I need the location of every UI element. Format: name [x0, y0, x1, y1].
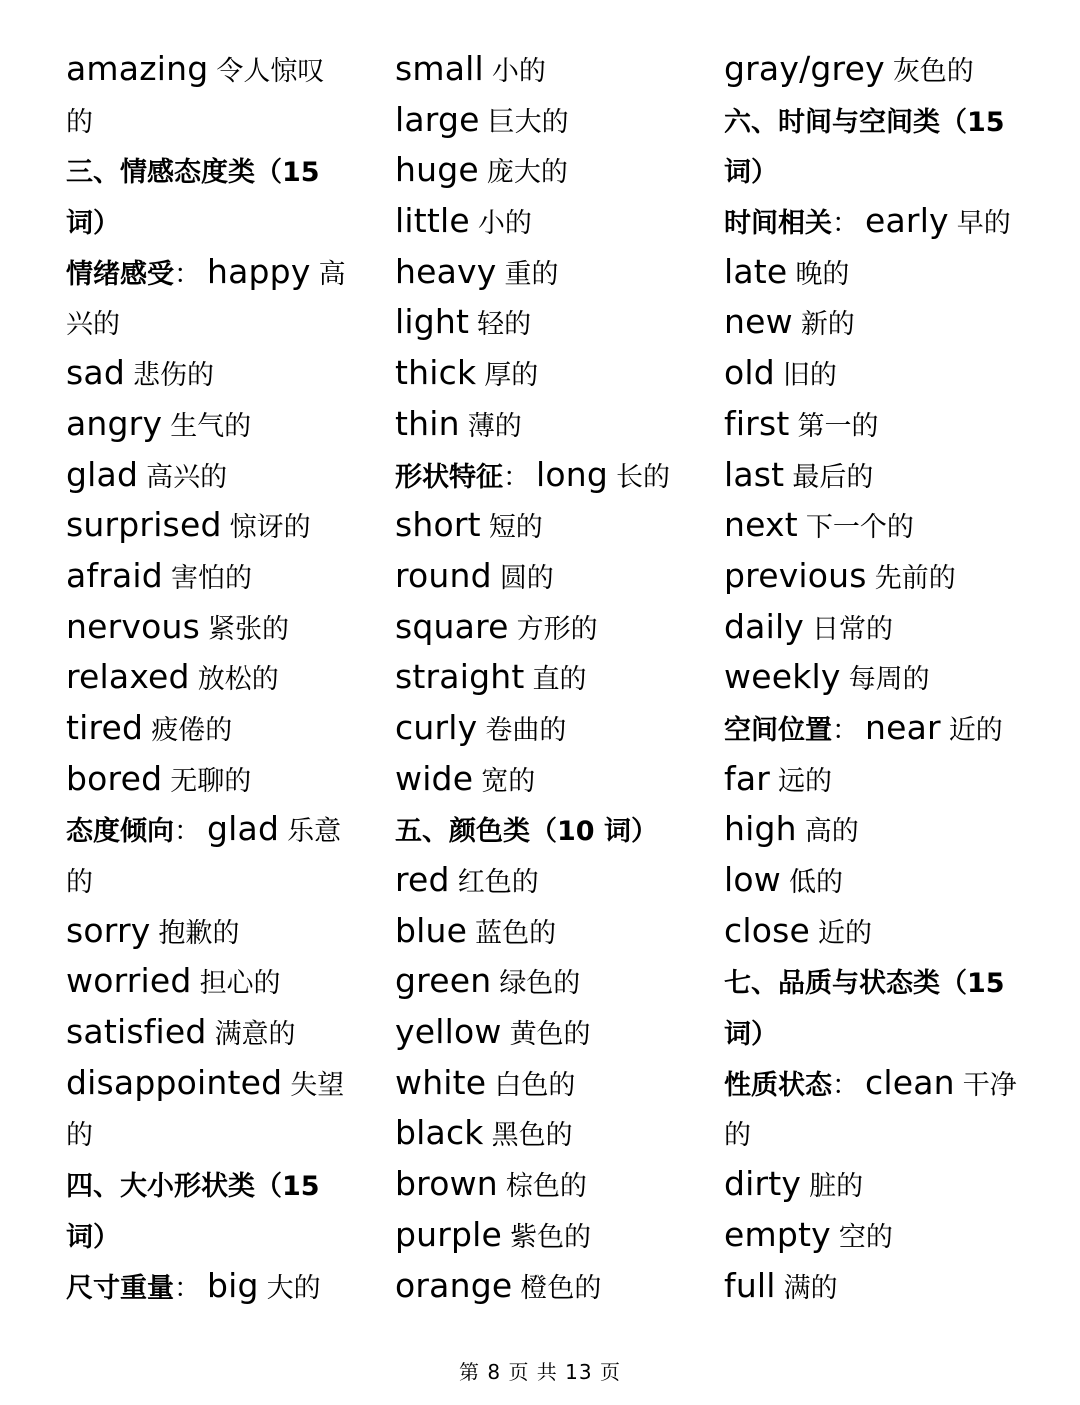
vocab-word: small [395, 49, 484, 88]
vocab-entry [724, 1159, 1024, 1210]
vocab-entry [66, 247, 366, 298]
vocab-continuation [66, 1108, 366, 1159]
vocab-word: large [395, 99, 480, 139]
subcategory-label: 性质状态 [724, 1069, 832, 1101]
vocab-meaning: 生气的 [170, 410, 252, 442]
vocab-meaning: 小的 [477, 208, 532, 240]
vocab-entry [724, 1261, 1024, 1312]
column-2 [395, 44, 695, 1311]
vocab-word: big [207, 1265, 259, 1305]
vocab-meaning: 小的 [491, 56, 546, 87]
vocab-word: sorry [66, 910, 151, 950]
vocab-word: new [724, 302, 793, 342]
vocab-word: disappointed [66, 1062, 283, 1102]
vocab-entry [395, 855, 695, 906]
subcategory-colon: ： [174, 258, 201, 290]
vocab-meaning: 的 [66, 867, 93, 898]
vocab-word: nervous [66, 606, 201, 646]
vocab-meaning: 无聊的 [170, 765, 252, 797]
vocab-word: relaxed [66, 657, 190, 697]
vocab-entry [724, 297, 1024, 348]
vocab-entry [66, 44, 366, 95]
vocab-meaning: 日常的 [812, 613, 894, 645]
vocab-entry [724, 602, 1024, 653]
vocab-entry [66, 500, 366, 551]
vocab-word: bored [66, 758, 163, 798]
vocab-word: glad [207, 809, 280, 849]
vocab-meaning: 每周的 [848, 664, 930, 696]
vocab-word: long [536, 454, 609, 494]
vocab-entry [724, 703, 1024, 754]
section-heading-text: 六、时间与空间类（15 [724, 106, 1005, 138]
section-heading [724, 145, 1024, 196]
vocab-meaning: 近的 [948, 714, 1003, 746]
vocab-word: happy [207, 251, 311, 291]
vocab-meaning: 圆的 [499, 562, 554, 594]
vocab-meaning: 方形的 [516, 613, 598, 645]
vocab-meaning: 的 [66, 106, 93, 138]
vocab-entry [395, 652, 695, 703]
vocab-entry [395, 551, 695, 602]
vocab-meaning: 低的 [788, 867, 843, 898]
vocab-word: high [724, 809, 797, 849]
vocab-entry [724, 1058, 1024, 1109]
section-heading-text: 五、颜色类（10 词） [395, 816, 658, 848]
vocab-word: old [724, 353, 775, 393]
vocab-entry [724, 804, 1024, 855]
vocab-meaning: 第一的 [797, 410, 879, 442]
vocab-meaning: 高兴的 [146, 461, 228, 493]
vocab-continuation [724, 1108, 1024, 1159]
subcategory-colon: ： [503, 461, 530, 493]
vocab-word: previous [724, 555, 867, 595]
vocab-entry [724, 247, 1024, 298]
vocab-meaning: 惊讶的 [229, 512, 311, 544]
vocab-meaning: 灰色的 [892, 56, 974, 87]
subcategory-label: 情绪感受 [66, 258, 174, 290]
vocab-word: angry [66, 403, 163, 443]
vocab-meaning: 蓝色的 [475, 917, 557, 949]
vocab-meaning: 旧的 [782, 360, 837, 392]
vocab-entry [395, 703, 695, 754]
vocab-word: little [395, 201, 470, 241]
vocab-meaning: 短的 [488, 512, 543, 544]
section-heading-text: 词） [66, 208, 120, 240]
vocab-meaning: 棕色的 [505, 1171, 587, 1203]
vocab-entry [724, 855, 1024, 906]
vocab-meaning: 大的 [266, 1272, 321, 1304]
vocab-meaning: 薄的 [467, 410, 522, 442]
vocab-entry [724, 348, 1024, 399]
section-heading [724, 1007, 1024, 1058]
vocab-meaning: 满的 [783, 1272, 838, 1304]
vocab-word: black [395, 1113, 484, 1153]
vocab-word: brown [395, 1164, 498, 1204]
vocab-word: last [724, 454, 785, 494]
vocab-word: tired [66, 707, 144, 747]
column-1 [66, 44, 366, 1311]
vocab-meaning: 重的 [504, 258, 559, 290]
vocab-word: dirty [724, 1164, 802, 1204]
vocab-word: straight [395, 657, 525, 697]
vocab-word: purple [395, 1214, 503, 1254]
page-footer: 第 8 页 共 13 页 [459, 1360, 621, 1384]
vocab-word: early [865, 201, 949, 241]
vocab-entry [395, 450, 695, 501]
subcategory-label: 形状特征 [395, 461, 503, 493]
vocab-word: full [724, 1265, 776, 1305]
vocab-entry [66, 1058, 366, 1109]
subcategory-colon: ： [832, 714, 859, 746]
vocab-word: late [724, 251, 788, 291]
vocab-entry [395, 1058, 695, 1109]
vocab-meaning: 直的 [532, 664, 587, 696]
vocab-word: daily [724, 606, 805, 646]
vocab-meaning: 卷曲的 [485, 714, 567, 746]
vocab-meaning: 放松的 [197, 664, 279, 696]
vocab-entry [724, 906, 1024, 957]
subcategory-colon: ： [174, 1272, 201, 1304]
vocab-meaning: 悲伤的 [132, 360, 214, 392]
vocab-entry [66, 450, 366, 501]
vocab-meaning: 晚的 [795, 258, 850, 290]
vocab-word: first [724, 403, 790, 443]
vocab-word: empty [724, 1214, 831, 1254]
subcategory-colon: ： [832, 1069, 859, 1101]
vocab-meaning: 紫色的 [510, 1221, 592, 1253]
section-heading [66, 1210, 366, 1261]
vocab-meaning: 失望 [290, 1069, 345, 1101]
vocab-entry [724, 652, 1024, 703]
vocab-word: low [724, 860, 781, 899]
vocab-word: short [395, 505, 481, 545]
vocab-word: light [395, 302, 470, 342]
vocab-meaning: 满意的 [214, 1019, 296, 1051]
vocab-word: sad [66, 353, 125, 393]
vocab-word: white [395, 1062, 487, 1102]
vocab-entry [395, 1007, 695, 1058]
vocab-word: weekly [724, 657, 841, 697]
vocab-meaning: 脏的 [809, 1171, 864, 1203]
vocab-meaning: 兴的 [66, 309, 120, 341]
vocab-word: blue [395, 910, 468, 950]
section-heading [724, 95, 1024, 146]
vocab-meaning: 令人惊叹 [216, 56, 325, 87]
section-heading [66, 196, 366, 247]
vocab-meaning: 抱歉的 [158, 917, 240, 949]
vocab-meaning: 庞大的 [486, 157, 568, 189]
section-heading [724, 956, 1024, 1007]
vocab-entry [395, 1210, 695, 1261]
vocab-word: thin [395, 403, 460, 443]
column-3 [724, 44, 1024, 1311]
vocab-entry [395, 754, 695, 805]
vocab-entry [395, 1159, 695, 1210]
vocab-word: close [724, 910, 810, 950]
section-heading [395, 804, 695, 855]
vocab-entry [724, 196, 1024, 247]
vocab-word: wide [395, 758, 474, 798]
vocab-word: glad [66, 454, 139, 494]
vocab-meaning: 厚的 [484, 360, 539, 392]
vocab-entry [724, 399, 1024, 450]
vocab-meaning: 轻的 [477, 309, 532, 341]
vocab-entry [724, 450, 1024, 501]
section-heading [66, 145, 366, 196]
vocab-meaning: 疲倦的 [151, 714, 233, 746]
vocab-meaning: 黄色的 [509, 1019, 591, 1051]
vocab-meaning: 的 [724, 1120, 751, 1152]
section-heading-text: 三、情感态度类（15 [66, 157, 320, 189]
vocab-word: afraid [66, 555, 163, 595]
vocab-word: satisfied [66, 1012, 207, 1052]
vocab-word: surprised [66, 505, 222, 545]
vocab-meaning: 的 [66, 1120, 93, 1152]
vocab-entry [395, 1108, 695, 1159]
vocab-meaning: 绿色的 [499, 968, 581, 1000]
vocab-entry [395, 44, 695, 95]
section-heading [66, 1159, 366, 1210]
vocab-entry [66, 551, 366, 602]
vocab-word: far [724, 758, 771, 798]
vocab-word: curly [395, 707, 478, 747]
vocab-word: heavy [395, 251, 497, 291]
vocab-meaning: 高 [318, 258, 346, 290]
vocab-entry [66, 754, 366, 805]
vocab-word: round [395, 555, 492, 595]
vocab-meaning: 乐意 [287, 816, 342, 848]
vocab-word: yellow [395, 1012, 502, 1052]
vocab-entry [724, 1210, 1024, 1261]
vocab-entry [395, 1261, 695, 1312]
vocab-entry [395, 602, 695, 653]
vocab-meaning: 宽的 [481, 765, 536, 797]
vocab-word: orange [395, 1265, 513, 1305]
section-heading-text: 词） [724, 157, 778, 189]
vocab-entry [724, 754, 1024, 805]
vocab-meaning: 早的 [956, 208, 1011, 240]
vocab-meaning: 红色的 [457, 867, 539, 898]
vocab-entry [66, 602, 366, 653]
vocab-entry [395, 500, 695, 551]
vocab-word: huge [395, 150, 479, 190]
vocab-meaning: 先前的 [874, 562, 956, 594]
vocab-entry [395, 956, 695, 1007]
section-heading-text: 七、品质与状态类（15 [724, 968, 1005, 1000]
vocab-entry [395, 196, 695, 247]
vocab-word: green [395, 961, 492, 1001]
vocab-entry [66, 399, 366, 450]
vocab-word: near [865, 707, 941, 747]
vocab-entry [724, 551, 1024, 602]
vocab-word: worried [66, 961, 192, 1001]
vocab-entry [66, 348, 366, 399]
vocab-meaning: 橙色的 [520, 1272, 602, 1304]
vocab-continuation [66, 297, 366, 348]
subcategory-label: 空间位置 [724, 714, 832, 746]
section-heading-text: 词） [66, 1221, 120, 1253]
vocab-continuation [66, 855, 366, 906]
vocab-continuation [66, 95, 366, 146]
vocab-meaning: 黑色的 [491, 1120, 573, 1152]
vocab-word: gray/grey [724, 49, 885, 88]
vocab-entry [66, 906, 366, 957]
section-heading-text: 词） [724, 1019, 778, 1051]
vocab-entry [395, 95, 695, 146]
vocab-meaning: 最后的 [792, 461, 874, 493]
vocab-entry [66, 703, 366, 754]
subcategory-label: 尺寸重量 [66, 1272, 174, 1304]
vocab-word: thick [395, 353, 477, 393]
vocab-meaning: 新的 [800, 309, 855, 341]
vocab-entry [724, 44, 1024, 95]
vocab-word: next [724, 505, 798, 545]
vocab-meaning: 长的 [616, 461, 671, 493]
subcategory-colon: ： [832, 208, 859, 240]
vocab-entry [66, 1261, 366, 1312]
vocab-meaning: 担心的 [199, 968, 281, 1000]
vocab-meaning: 紧张的 [208, 613, 290, 645]
vocab-meaning: 白色的 [494, 1069, 576, 1101]
vocab-meaning: 巨大的 [487, 106, 569, 138]
vocab-word: square [395, 606, 509, 646]
vocab-word: red [395, 860, 450, 899]
vocab-word: clean [865, 1062, 955, 1102]
subcategory-colon: ： [174, 816, 201, 848]
vocab-meaning: 近的 [818, 917, 872, 949]
vocab-meaning: 高的 [804, 816, 859, 848]
vocab-entry [395, 348, 695, 399]
vocab-meaning: 干净 [962, 1069, 1017, 1101]
vocab-entry [724, 500, 1024, 551]
vocab-entry [66, 652, 366, 703]
subcategory-label: 态度倾向 [66, 816, 174, 848]
vocab-entry [66, 1007, 366, 1058]
vocab-meaning: 远的 [778, 765, 833, 797]
vocab-entry [395, 399, 695, 450]
vocab-meaning: 下一个的 [805, 512, 914, 544]
vocab-entry [395, 297, 695, 348]
vocab-meaning: 空的 [838, 1221, 893, 1253]
subcategory-label: 时间相关 [724, 208, 832, 240]
vocab-entry [66, 804, 366, 855]
section-heading-text: 四、大小形状类（15 [66, 1171, 320, 1203]
vocab-word: amazing [66, 49, 209, 88]
vocab-entry [66, 956, 366, 1007]
vocab-entry [395, 145, 695, 196]
vocab-meaning: 害怕的 [170, 562, 252, 594]
vocab-entry [395, 247, 695, 298]
vocab-entry [395, 906, 695, 957]
